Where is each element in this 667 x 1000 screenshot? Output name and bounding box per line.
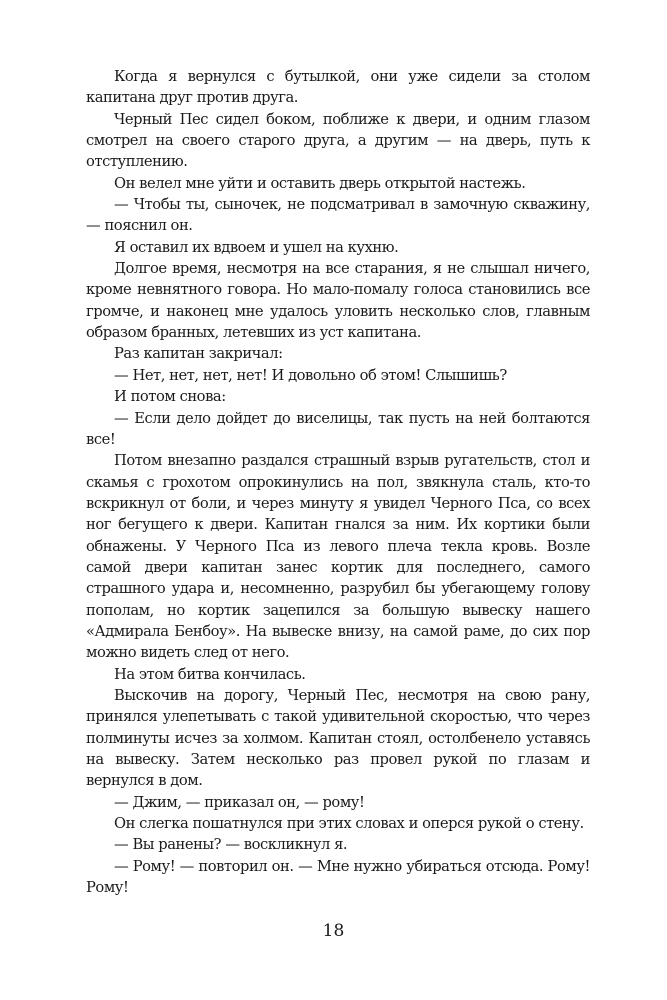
paragraph: — Нет, нет, нет, нет! И довольно об этом! Слышишь?: [114, 366, 507, 384]
paragraph: Черный Пес сидел боком, поближе к двери, и одним глазом смотрел на своего старого друга, а другим — на дверь, путь к отступлению.: [86, 110, 590, 171]
paragraph: — Рому! — повторил он. — Мне нужно убираться отсюда. Рому! Рому!: [86, 857, 590, 897]
paragraph: — Джим, — приказал он, — рому!: [114, 793, 365, 811]
page-number: 18: [322, 921, 345, 941]
paragraph: Я оставил их вдвоем и ушел на кухню.: [114, 238, 399, 256]
body-text: [86, 66, 590, 898]
paragraph: Потом внезапно раздался страшный взрыв ругательств, стол и скамья с грохотом опрокинулись на пол, звякнула сталь, кто-то вскрикнул от боли, и через минуту я увидел Черного Пса, со всех ног бегущего к двери. Капитан гнался за ним. Их кортики были обнажены. У Черного Пса из левого плеча текла кровь. Возле самой двери капитан занес кортик для последнего, самого страшного удара и, несомненно, разрубил бы убегающему голову пополам, но кортик зацепился за большую вывеску нашего «Адмирала Бенбоу». На вывеске внизу, на самой раме, до сих пор можно видеть след от него.: [86, 452, 590, 662]
paragraph: Он велел мне уйти и оставить дверь открытой настежь.: [114, 174, 526, 192]
paragraph: И потом снова:: [114, 388, 226, 406]
paragraph: Он слегка пошатнулся при этих словах и оперся рукой о стену.: [114, 815, 584, 833]
paragraph: На этом битва кончилась.: [114, 665, 306, 683]
paragraph: Когда я вернулся с бутылкой, они уже сидели за столом капитана друг против друга.: [86, 68, 590, 107]
paragraph: — Чтобы ты, сыночек, не подсматривал в замочную скважину, — пояснил он.: [86, 196, 590, 235]
paragraph: Долгое время, несмотря на все старания, я не слышал ничего, кроме невнятного говора. Но мало-помалу голоса становились все громче, и наконец мне удалось уловить несколько слов, главным образом бранных, летевших из уст капитана.: [86, 260, 590, 342]
paragraph: — Вы ранены? — воскликнул я.: [114, 836, 348, 854]
paragraph: — Если дело дойдет до виселицы, так пусть на ней болтаются все!: [86, 409, 590, 448]
paragraph: Раз капитан закричал:: [114, 345, 283, 363]
paragraph: Выскочив на дорогу, Черный Пес, несмотря на свою рану, принялся улепетывать с такой удивительной скоростью, что через полминуты исчез за холмом. Капитан стоял, остолбенело уставясь на вывеску. Затем несколько раз провел рукой по глазам и вернулся в дом.: [86, 686, 590, 790]
